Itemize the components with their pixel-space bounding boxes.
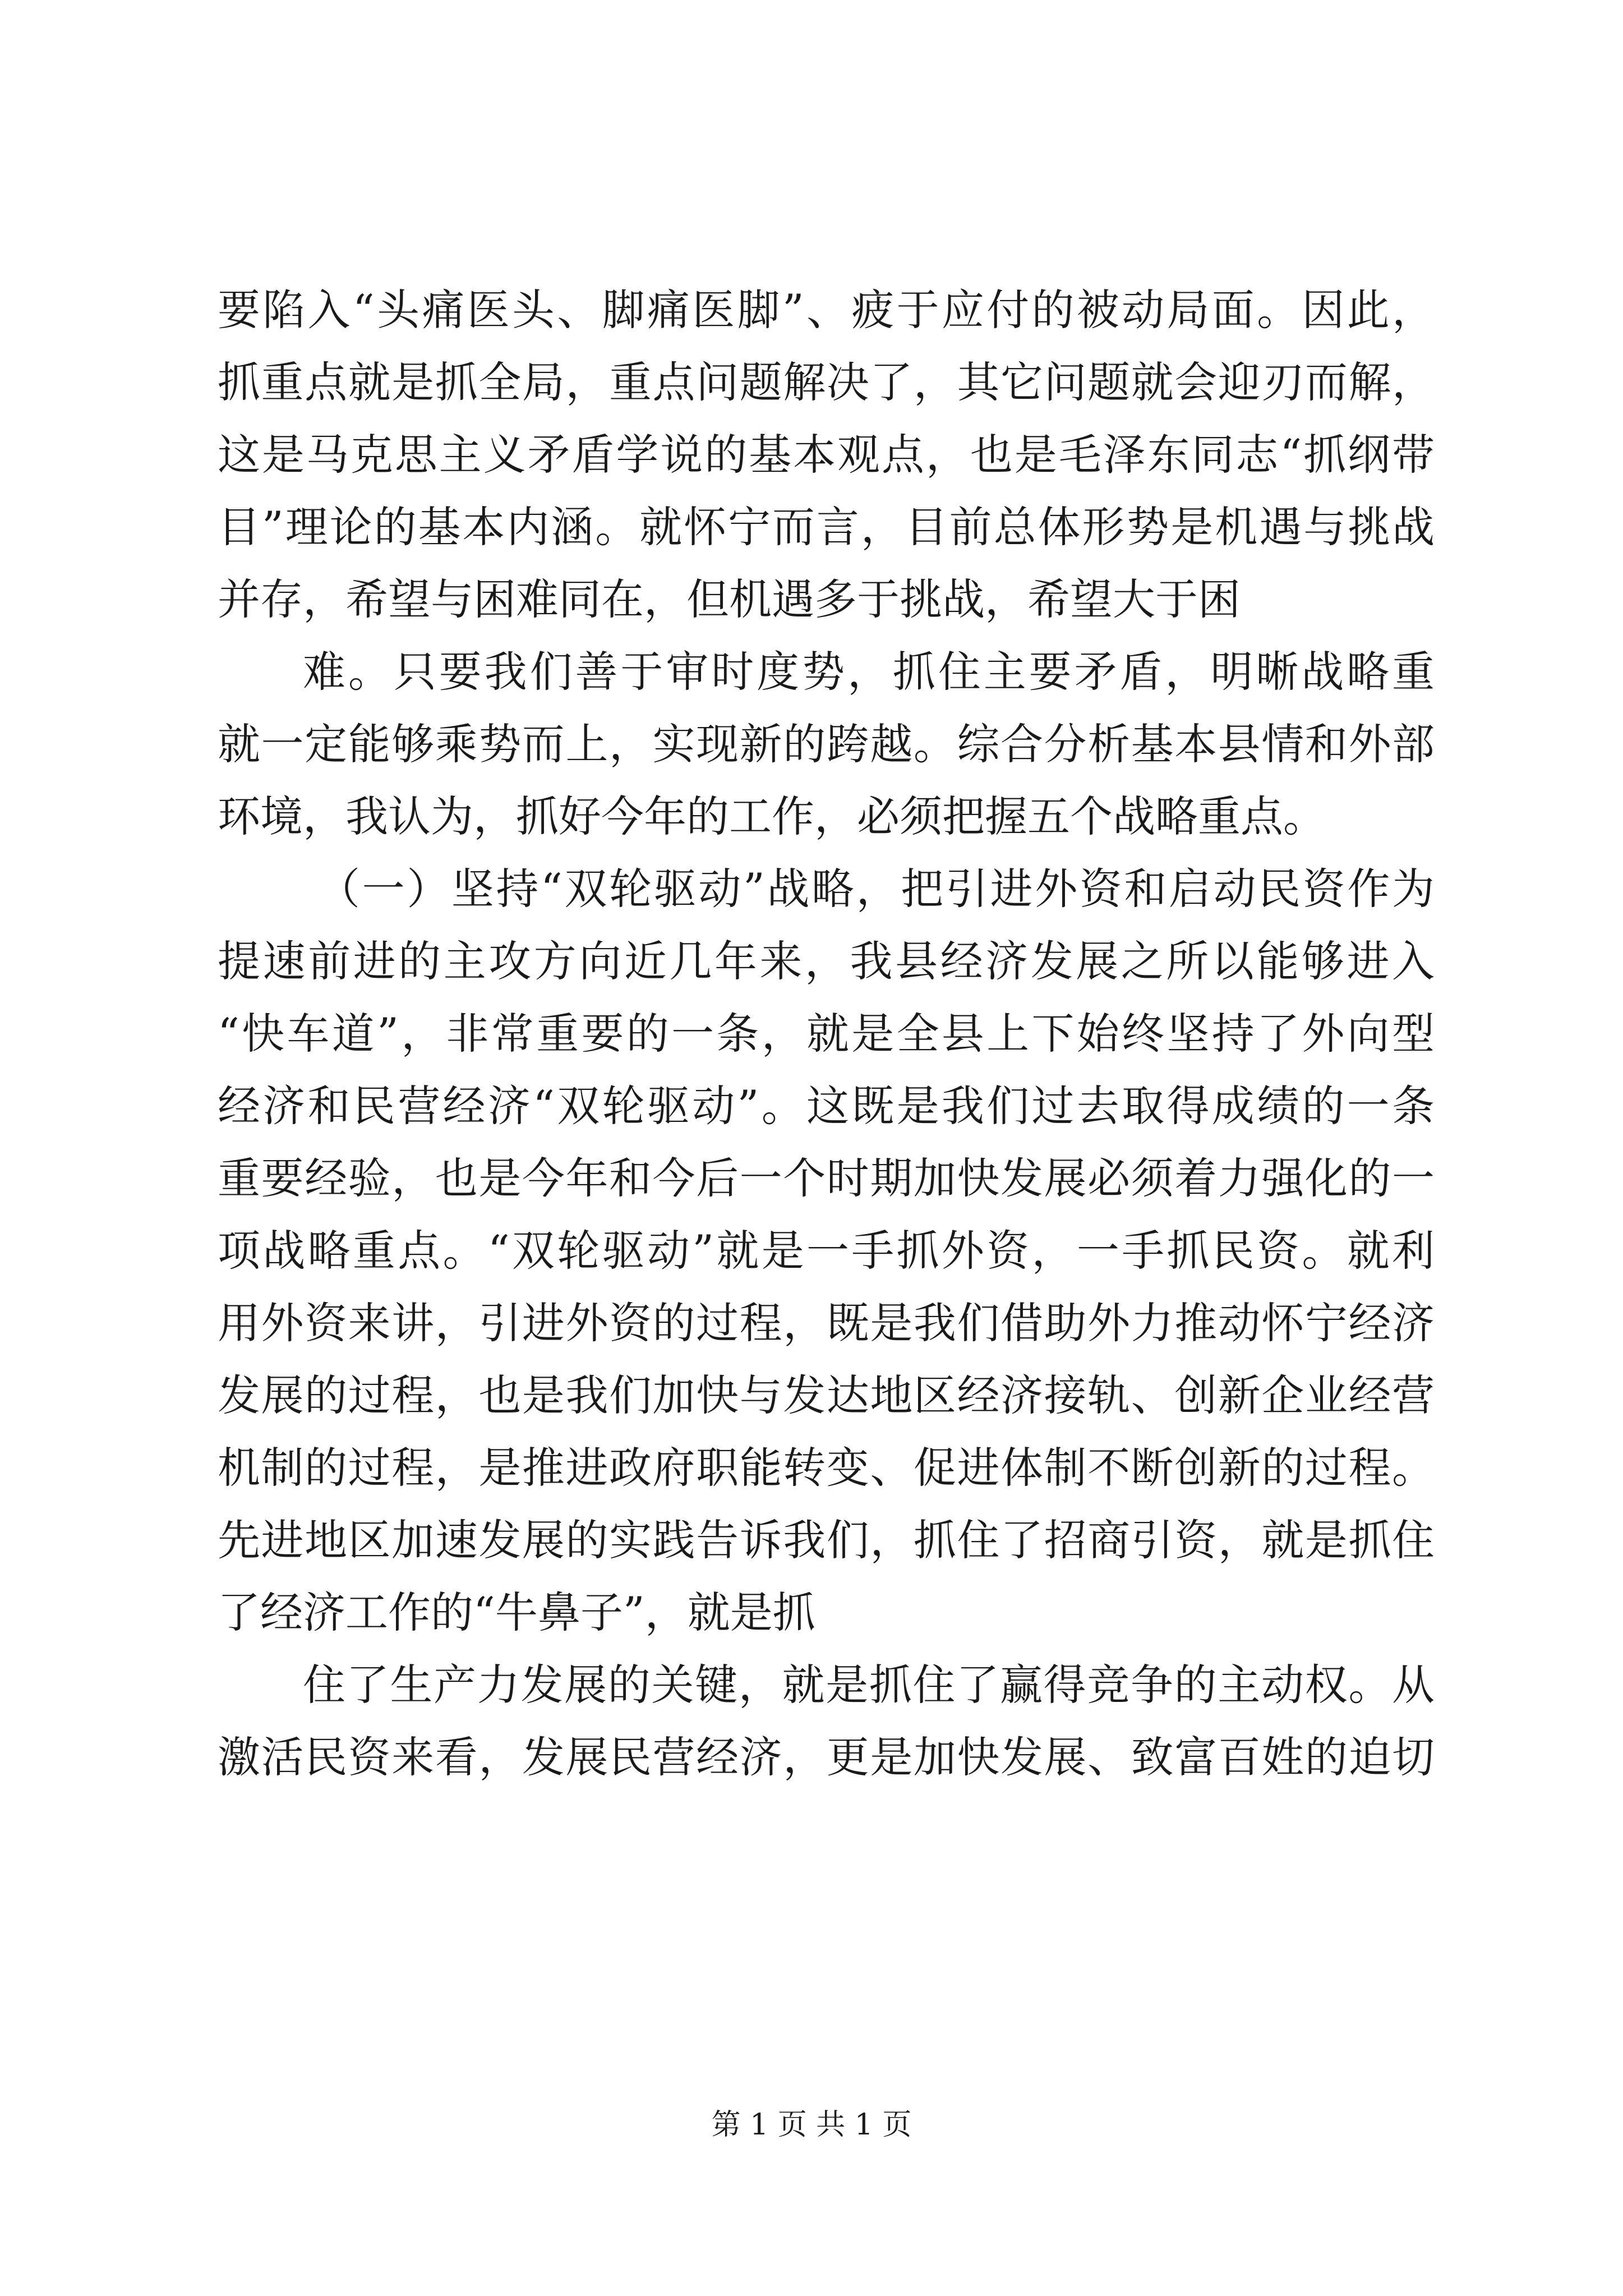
text-line: 激活民资来看，发展民营经济，更是加快发展、致富百姓的迫切: [218, 1732, 1435, 1782]
text-line: 经济和民营经济“双轮驱动”。这既是我们过去取得成绩的一条: [218, 1081, 1435, 1131]
text-line: 项战略重点。“双轮驱动”就是一手抓外资，一手抓民资。就利: [218, 1226, 1435, 1276]
document-body: [218, 274, 1435, 1793]
section-heading-line: （一）坚持“双轮驱动”战略，把引进外资和启动民资作为: [317, 864, 1435, 914]
text-line: 难。只要我们善于审时度势，抓住主要矛盾，明晰战略重: [303, 647, 1435, 697]
text-line: 抓重点就是抓全局，重点问题解决了，其它问题就会迎刃而解，: [218, 357, 1435, 407]
text-line: 住了生产力发展的关键，就是抓住了赢得竞争的主动权。从: [303, 1660, 1435, 1710]
page-footer: [0, 2101, 1623, 2143]
text-line: 目”理论的基本内涵。就怀宁而言，目前总体形势是机遇与挑战: [218, 502, 1435, 552]
text-line: 要陷入“头痛医头、脚痛医脚”、疲于应付的被动局面。因此，: [218, 285, 1435, 335]
text-line: 提速前进的主攻方向近几年来，我县经济发展之所以能够进入: [218, 936, 1435, 986]
text-line: 这是马克思主义矛盾学说的基本观点，也是毛泽东同志“抓纲带: [218, 430, 1435, 480]
text-line: 环境，我认为，抓好今年的工作，必须把握五个战略重点。: [218, 792, 1326, 841]
text-line: 先进地区加速发展的实践告诉我们，抓住了招商引资，就是抓住: [218, 1515, 1435, 1565]
text-line: 发展的过程，也是我们加快与发达地区经济接轨、创新企业经营: [218, 1370, 1435, 1420]
text-line: 用外资来讲，引进外资的过程，既是我们借助外力推动怀宁经济: [218, 1298, 1435, 1348]
page-number-label: 第 1 页 共 1 页: [711, 2108, 912, 2142]
text-line: 并存，希望与困难同在，但机遇多于挑战，希望大于困: [218, 574, 1241, 624]
text-line: 了经济工作的“牛鼻子”，就是抓: [218, 1588, 815, 1637]
text-line: “快车道”，非常重要的一条，就是全县上下始终坚持了外向型: [218, 1009, 1435, 1059]
text-line: 机制的过程，是推进政府职能转变、促进体制不断创新的过程。: [218, 1443, 1435, 1493]
text-line: 重要经验，也是今年和今后一个时期加快发展必须着力强化的一: [218, 1153, 1435, 1203]
text-line: 就一定能够乘势而上，实现新的跨越。综合分析基本县情和外部: [218, 719, 1435, 769]
